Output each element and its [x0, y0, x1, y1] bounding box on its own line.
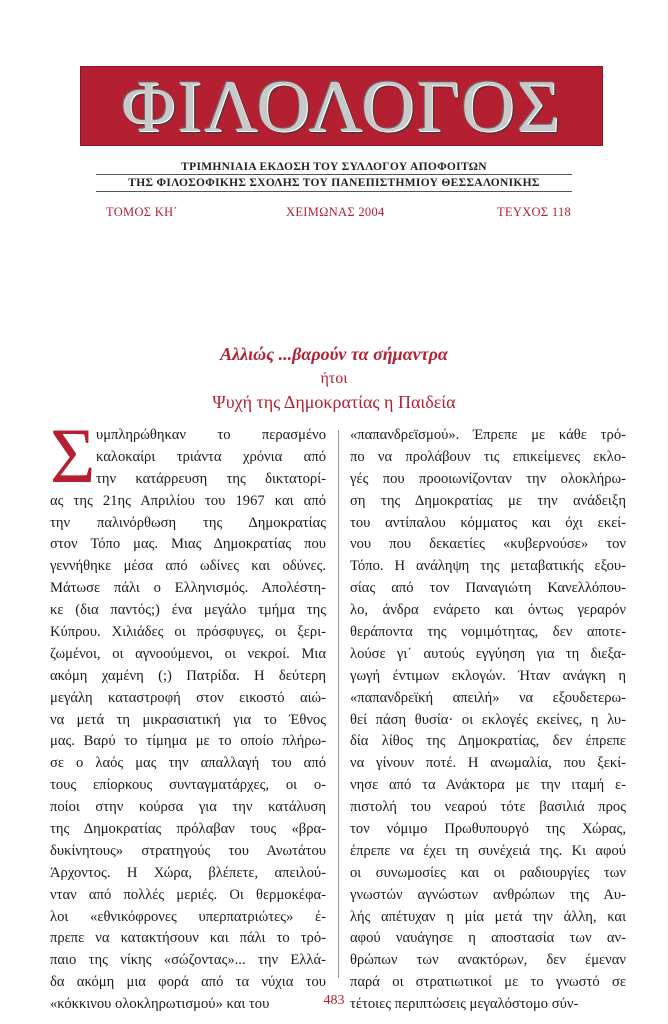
- text-line: ακόμη χαμένη (;) Πατρίδα. Η δεύτερη: [50, 667, 326, 684]
- text-line: να γίνουν ποτέ. Η ανωμαλία, που ξεκί-: [350, 755, 626, 772]
- masthead-banner: [80, 66, 603, 146]
- text-line: νταν από πολλές μεριές. Οι θερμοκέφα-: [50, 886, 326, 903]
- text-line: ση της Δημοκρατίας με την ανάδειξη: [350, 492, 626, 509]
- divider-rule: [96, 191, 572, 192]
- volume-label: ΤΟΜΟΣ ΚΗ΄: [106, 205, 178, 219]
- text-line: θρώπων των ανακτόρων, δεν έμεναν: [350, 952, 626, 969]
- text-line: «παπανδρεϊκή απειλή» να εξουδετερω-: [350, 689, 626, 706]
- column-divider: [338, 430, 339, 978]
- text-line: την κατάρρευση της δικτατορί-: [96, 470, 326, 487]
- text-line: παρά οι στρατιωτικοί με το γνωστό σε: [350, 974, 626, 991]
- text-line: γνωστών αγνώστων ανθρώπων της Αυ-: [350, 886, 626, 903]
- text-line: μας. Βαρύ το τίμημα με το οποίο πλήρω-: [50, 733, 326, 750]
- text-line: πο να προλάβουν τις επικείμενες εκλο-: [350, 448, 626, 465]
- text-line: δία λίθος της Δημοκρατίας, δεν έπρεπε: [350, 733, 626, 750]
- journal-title: ΦΙΛΟΛΟΓΟΣ: [121, 66, 562, 148]
- text-line: Κύπρου. Χιλιάδες οι πρόσφυγες, οι ξερι-: [50, 624, 326, 641]
- text-line: θεί πάση θυσία· οι εκλογές εκείνες, η λυ-: [350, 711, 626, 728]
- text-line: γωγή έντιμων εκλογών. Ήταν ανάγκη η: [350, 667, 626, 684]
- text-line: σε ο λαός μας την απαλλαγή του από: [50, 755, 326, 772]
- drop-cap: Σ: [50, 412, 96, 499]
- text-line: «παπανδρεϊσμού». Έπρεπε με κάθε τρό-: [350, 427, 626, 443]
- text-line: νου που δεκαετίες «κυβερνούσε» τον: [350, 536, 626, 553]
- text-line: πιστολή του νεαρού τότε βασιλιά προς: [350, 799, 626, 816]
- divider-rule: [96, 174, 572, 175]
- left-column: [50, 425, 326, 1016]
- text-line: παιο της νίκης «σώζοντας»... την Ελλά-: [50, 952, 326, 969]
- page-number: 483: [323, 993, 345, 1008]
- text-line: ποίοι στην κούρσα για την κατάλυση: [50, 799, 326, 816]
- text-line: Μάτωσε πάλι ο Ελληνισμός. Απολέστη-: [50, 580, 326, 597]
- text-line: λο, άνδρα ενάρετο και όντως γεραρόν: [350, 602, 626, 619]
- season-label: ΧΕΙΜΩΝΑΣ 2004: [286, 205, 385, 219]
- text-line: καλοκαίρι τριάντα χρόνια από: [96, 448, 326, 465]
- text-line: λοι «εθνικόφρονες υπερπατριώτες» έ-: [50, 908, 326, 925]
- text-line: τον νόμιμο Πρωθυπουργό της Χώρας,: [350, 821, 626, 838]
- text-line: γεννήθηκε μέσα από ωδίνες και οδύνες.: [50, 558, 326, 575]
- article-title: Αλλιώς ...βαρούν τα σήμαντρα: [220, 344, 448, 364]
- text-line: του αντίπαλου κόμματος και όχι εκεί-: [350, 514, 626, 531]
- text-line: Άρχοντος. Η Χώρα, βλέπετε, απειλού-: [50, 864, 326, 881]
- text-line: την παλινόρθωση της Δημοκρατίας: [50, 514, 326, 531]
- issue-label: ΤΕΥΧΟΣ 118: [497, 205, 572, 219]
- text-line: «κόκκινου ολοκληρωτισμού» και του: [50, 996, 270, 1013]
- text-line: τους επίορκους συνταγματάρχες, οι ο-: [50, 777, 326, 794]
- text-line: δα ακόμη μια φορά από τα νύχια του: [50, 974, 326, 991]
- text-line: πρεπε να κατακτήσουν και πάλι το τρό-: [50, 930, 326, 947]
- text-line: έπρεπε να έχει τη συνέχειά της. Κι αφού: [350, 842, 626, 859]
- text-line: δυκίνητους» στρατηγούς του Ανωτάτου: [50, 842, 326, 859]
- text-line: γές που προοιωνίζονταν την ολοκλήρω-: [350, 470, 626, 487]
- text-line: αφού ναυάγησε η αποστασία των αν-: [350, 930, 626, 947]
- text-line: μεγάλη καταστροφή στον εικοστό αιώ-: [50, 689, 326, 706]
- text-line: λής απέτυχαν η μία μετά την άλλη, και: [350, 908, 626, 925]
- article-subtitle: Ψυχή της Δημοκρατίας η Παιδεία: [212, 392, 456, 412]
- article-connector: ήτοι: [320, 370, 348, 387]
- text-line: οι συνωμοσίες και οι ραδιουργίες των: [350, 864, 626, 881]
- text-line: νησε από τα Ανάκτορα με την ιταμή ε-: [350, 777, 626, 794]
- text-line: υμπληρώθηκαν το περασμένο: [96, 427, 326, 443]
- text-line: τέτοιες περιπτώσεις μεγαλόστομο σύν-: [350, 996, 579, 1013]
- right-column: [350, 425, 626, 1016]
- text-line: Τόπο. Η ανάληψη της μεταβατικής εξου-: [350, 558, 626, 575]
- publisher-line-2: ΤΗΣ ΦΙΛΟΣΟΦΙΚΗΣ ΣΧΟΛΗΣ ΤΟΥ ΠΑΝΕΠΙΣΤΗΜΙΟΥ ΘΕΣΣΑΛΟΝΙΚΗΣ: [128, 177, 540, 189]
- publisher-line-1: ΤΡΙΜΗΝΙΑΙΑ ΕΚΔΟΣΗ ΤΟΥ ΣΥΛΛΟΓΟΥ ΑΠΟΦΟΙΤΩΝ: [181, 161, 487, 173]
- text-line: να μετά τη μικρασιατική για το Έθνος: [50, 711, 326, 728]
- text-line: λούσε γι΄ αυτούς εγγύηση για τη διεξα-: [350, 645, 626, 662]
- text-line: θεράποντα της νομιμότητας, δεν αποτε-: [350, 624, 626, 641]
- text-line: κε (δια παντός;) ένα μεγάλο τμήμα της: [50, 602, 326, 619]
- text-line: της Δημοκρατίας πρόλαβαν τους «βρα-: [50, 821, 326, 838]
- text-line: ζωμένοι, οι αγνοούμενοι, οι νεκροί. Μια: [50, 645, 326, 662]
- text-line: ας της 21ης Απριλίου του 1967 και από: [50, 492, 326, 509]
- text-line: στον Τόπο μας. Μιας Δημοκρατίας που: [50, 536, 326, 553]
- text-line: σίας από τον Παναγιώτη Κανελλόπου-: [350, 580, 626, 597]
